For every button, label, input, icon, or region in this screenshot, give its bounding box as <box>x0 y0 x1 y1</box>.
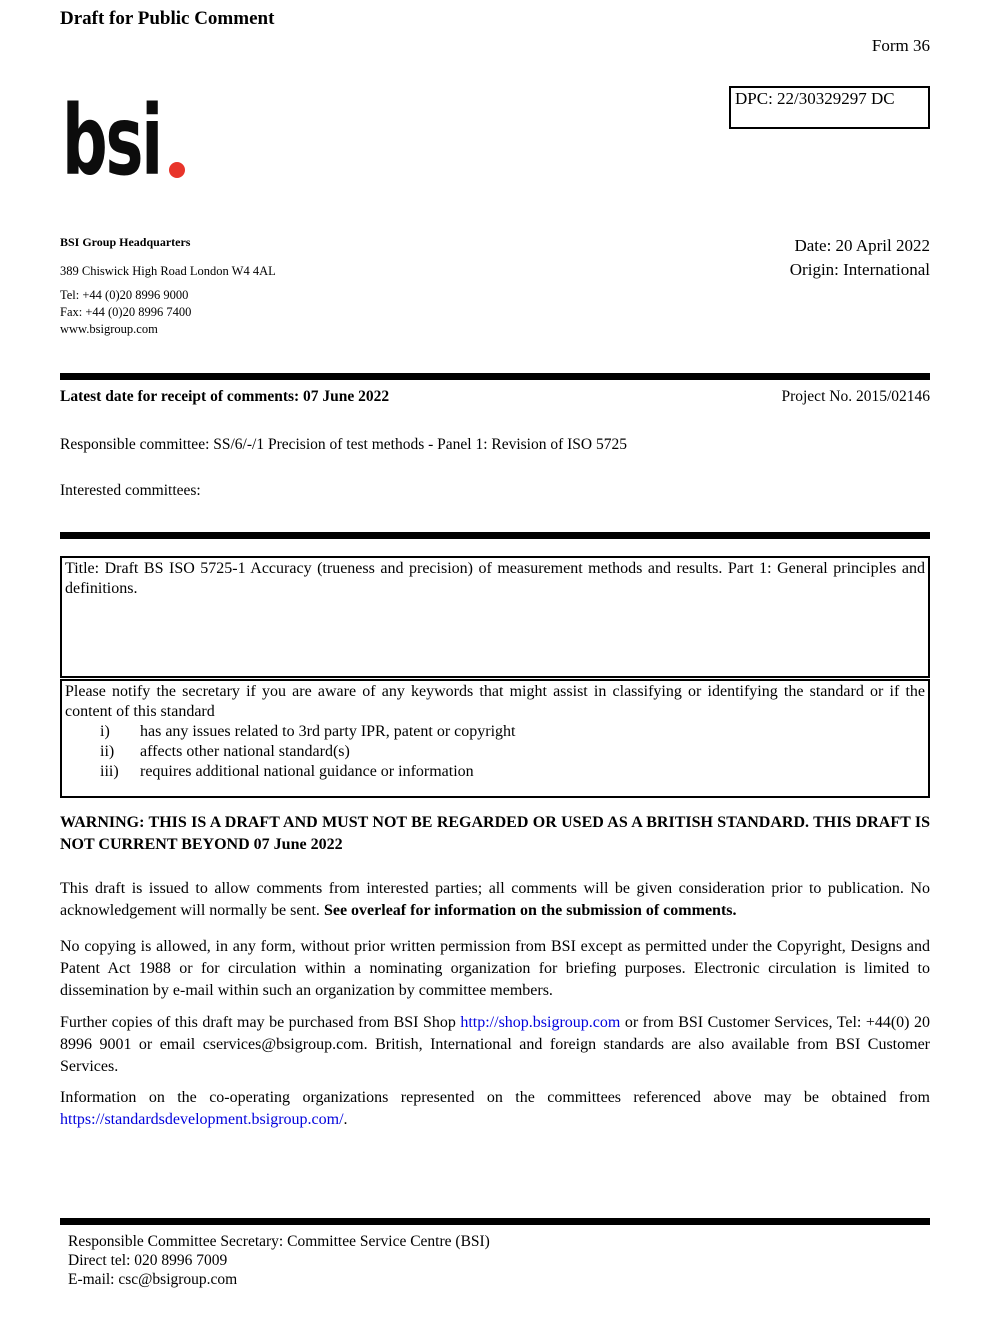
keywords-item-iii-marker: iii) <box>100 763 119 780</box>
paragraph-further-copies-after: or from BSI Customer Services, Tel: +44(0) 20 8996 9001 or email cservices@bsigroup.com. British, International and foreign standards are also available from BSI Customer Services. <box>60 1014 930 1075</box>
paragraph-cooperating-orgs <box>60 1087 930 1131</box>
footer-secretary-line: Responsible Committee Secretary: Committee Service Centre (BSI) <box>68 1233 490 1250</box>
keywords-item-i <box>65 722 925 742</box>
address-headquarters: BSI Group Headquarters <box>60 235 191 249</box>
address-website: www.bsigroup.com <box>60 322 158 336</box>
dpc-number-box <box>729 86 930 129</box>
latest-date-label: Latest date for receipt of comments: 07 June 2022 <box>60 388 390 405</box>
project-number-label: Project No. 2015/02146 <box>781 388 930 405</box>
keywords-item-ii-text: affects other national standard(s) <box>140 743 350 760</box>
standards-development-link[interactable]: https://standardsdevelopment.bsigroup.com/ <box>60 1111 344 1128</box>
keywords-item-i-marker: i) <box>100 723 110 740</box>
form-number-label: Form 36 <box>871 36 930 55</box>
title-text: Title: Draft BS ISO 5725-1 Accuracy (trueness and precision) of measurement methods and results. Part 1: General principles and definitions. <box>65 560 925 597</box>
keywords-item-i-text: has any issues related to 3rd party IPR, patent or copyright <box>140 723 516 740</box>
keywords-item-ii <box>65 742 925 762</box>
interested-committees-line: Interested committees: <box>60 482 201 499</box>
date-origin-block <box>790 234 930 282</box>
page-content <box>60 0 930 1320</box>
draft-for-public-comment-title: Draft for Public Comment <box>60 8 275 29</box>
footer-secretary-block <box>68 1232 490 1289</box>
keywords-item-iii-text: requires additional national guidance or information <box>140 763 474 780</box>
footer-direct-tel-line: Direct tel: 020 8996 7009 <box>68 1252 228 1269</box>
horizontal-rule-bottom <box>60 1218 930 1225</box>
horizontal-rule-middle <box>60 532 930 539</box>
bsi-shop-link[interactable]: http://shop.bsigroup.com <box>460 1014 621 1031</box>
address-street: 389 Chiswick High Road London W4 4AL <box>60 264 276 278</box>
paragraph-further-copies-before: Further copies of this draft may be purchased from BSI Shop <box>60 1014 461 1031</box>
comments-deadline-row <box>60 388 930 406</box>
keywords-box <box>60 679 930 798</box>
responsible-committee-line: Responsible committee: SS/6/-/1 Precision of test methods - Panel 1: Revision of ISO 5725 <box>60 436 627 453</box>
horizontal-rule-top <box>60 373 930 380</box>
address-fax: Fax: +44 (0)20 8996 7400 <box>60 305 192 319</box>
bsi-logo-text: bsi <box>62 84 161 198</box>
title-box <box>60 556 930 678</box>
warning-paragraph: WARNING: THIS IS A DRAFT AND MUST NOT BE REGARDED OR USED AS A BRITISH STANDARD. THIS DRAFT IS NOT CURRENT BEYOND 07 June 2022 <box>60 814 930 853</box>
paragraph-draft-issued <box>60 878 930 922</box>
date-label: Date: 20 April 2022 <box>794 236 930 255</box>
keywords-intro: Please notify the secretary if you are aware of any keywords that might assist in classifying or identifying the standard or if the content of this standard <box>65 683 925 720</box>
keywords-item-iii <box>65 762 925 782</box>
address-block <box>60 234 276 338</box>
bsi-logo <box>62 84 262 198</box>
paragraph-cooperating-orgs-before: Information on the co-operating organizations represented on the committees referenced above may be obtained from <box>60 1089 930 1106</box>
keywords-item-ii-marker: ii) <box>100 743 115 760</box>
footer-email-line: E-mail: csc@bsigroup.com <box>68 1271 238 1288</box>
see-overleaf-bold-text: See overleaf for information on the submission of comments. <box>323 902 737 919</box>
dpc-number-text: DPC: 22/30329297 DC <box>735 89 895 108</box>
paragraph-no-copying: No copying is allowed, in any form, without prior written permission from BSI except as permitted under the Copyright, Designs and Patent Act 1988 or for circulation within a nominating organization for briefing purposes. Electronic circulation is limited to dissemination by e-mail within such an organization by committee members. <box>60 938 930 999</box>
bsi-logo-red-dot-icon <box>169 162 185 178</box>
origin-label: Origin: International <box>789 260 930 279</box>
paragraph-cooperating-orgs-after: . <box>343 1111 348 1128</box>
address-tel: Tel: +44 (0)20 8996 9000 <box>60 288 189 302</box>
paragraph-further-copies <box>60 1012 930 1078</box>
paragraph-draft-issued-text: This draft is issued to allow comments from interested parties; all comments will be given consideration prior to publication. No acknowledgement will normally be sent. <box>60 880 930 919</box>
